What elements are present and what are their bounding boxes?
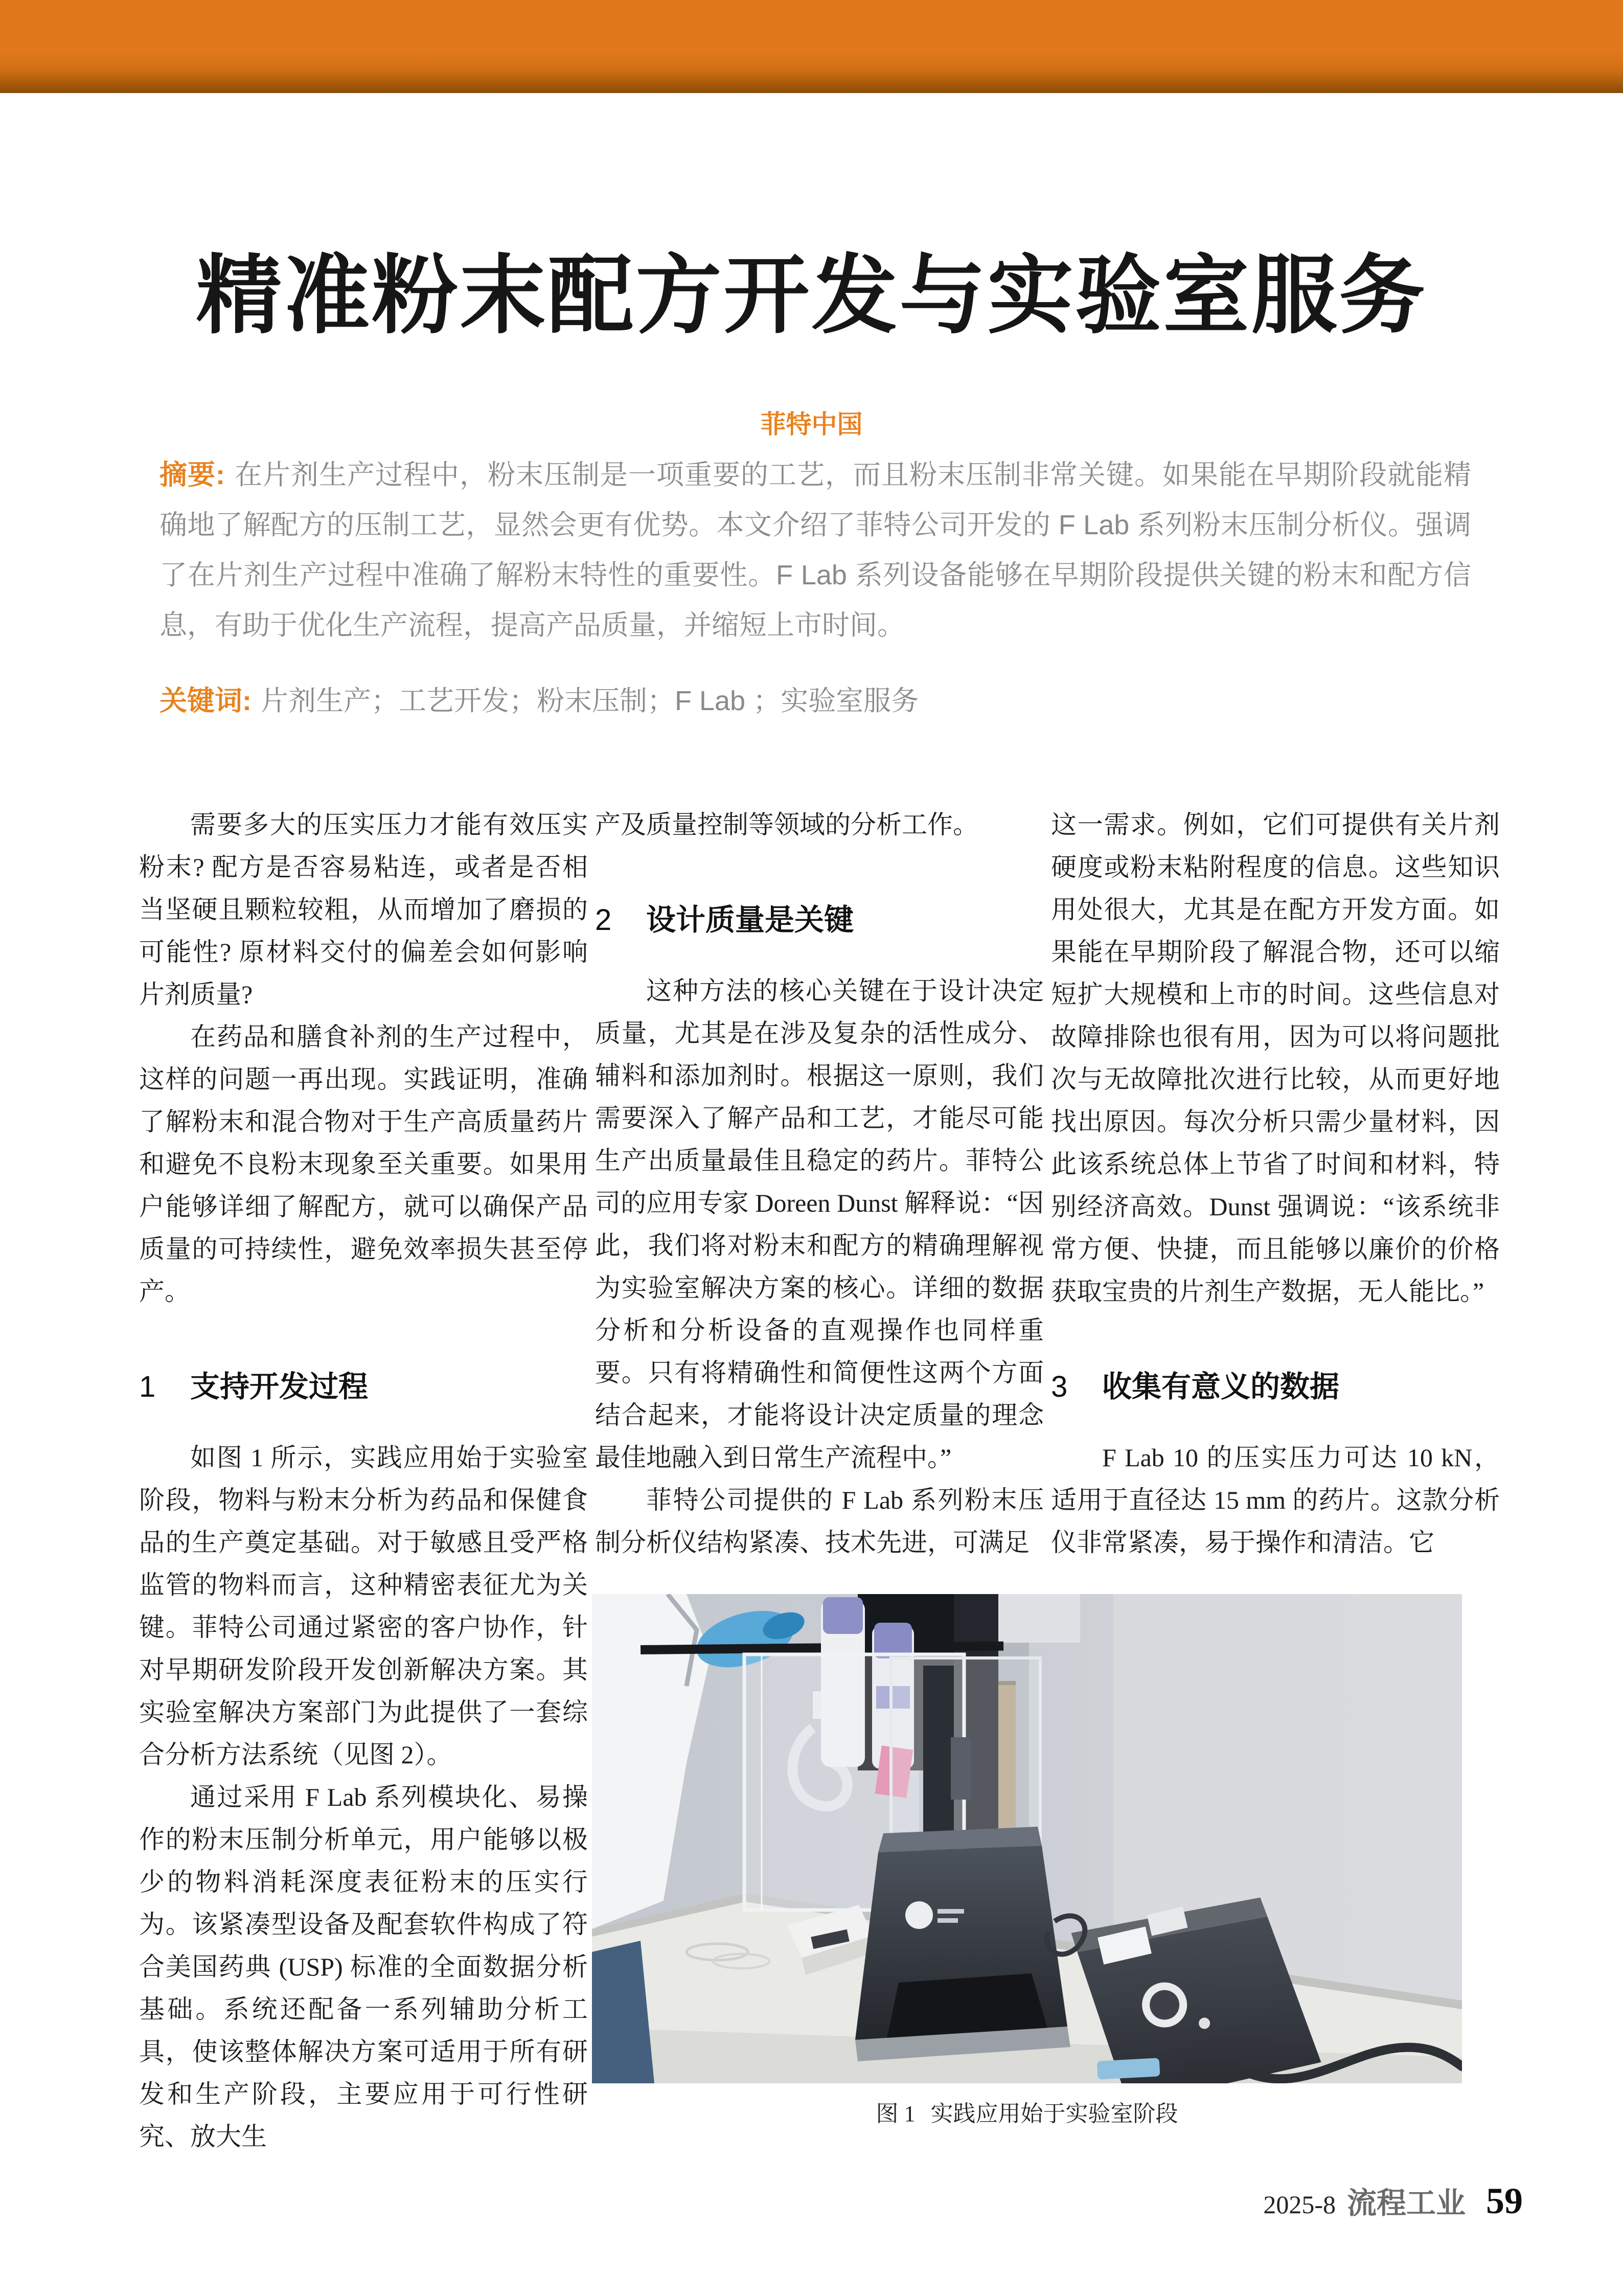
section-number: 1 <box>139 1370 156 1403</box>
section-title: 收集有意义的数据 <box>1102 1370 1340 1403</box>
abstract-label: 摘要: <box>159 460 225 490</box>
figure1-number: 图 1 <box>876 2101 916 2126</box>
article-author: 菲特中国 <box>760 410 863 439</box>
body-column-2 <box>595 804 1044 1564</box>
abstract-block <box>159 450 1471 650</box>
section-heading-3 <box>1051 1367 1500 1407</box>
body-column-3 <box>1051 804 1500 1564</box>
keywords-text: 片剂生产；工艺开发；粉末压制；F Lab ；实验室服务 <box>260 686 919 716</box>
paragraph: 这一需求。例如，它们可提供有关片剂硬度或粉末粘附程度的信息。这些知识用处很大，尤其是在配方开发方面。如果能在早期阶段了解混合物，还可以缩短扩大规模和上市的时间。这些信息对故障排除也很有用，因为可以将问题批次与无故障批次进行比较，从而更好地找出原因。每次分析只需少量材料，因此该系统总体上节省了时间和材料，特别经济高效。Dunst 强调说：“该系统非常方便、快捷，而且能够以廉价的价格获取宝贵的片剂生产数据，无人能比。” <box>1051 810 1500 1306</box>
section-title: 支持开发过程 <box>190 1370 369 1403</box>
paragraph: 这种方法的核心关键在于设计决定质量，尤其是在涉及复杂的活性成分、辅料和添加剂时。根据这一原则，我们需要深入了解产品和工艺，才能尽可能生产出质量最佳且稳定的药片。菲特公司的应用专家 Doreen Dunst 解释说：“因此，我们将对粉末和配方的精确理解视为实验室解决方案的核心。详细的数据分析和分析设备的直观操作也同样重要。只有将精确性和简便性这两个方面结合起来，才能将设计决定质量的理念最佳地融入到日常生产流程中。” <box>595 976 1044 1472</box>
paragraph: 通过采用 F Lab 系列模块化、易操作的粉末压制分析单元，用户能够以极少的物料消耗深度表征粉末的压实行为。该紧凑型设备及配套软件构成了符合美国药典 (USP) 标准的全面数据分析基础。系统还配备一系列辅助分析工具，使该整体解决方案可适用于所有研发和生产阶段，主要应用于可行性研究、放大生 <box>139 1783 588 2151</box>
paragraph: 需要多大的压实压力才能有效压实粉末? 配方是否容易粘连，或者是否相当坚硬且颗粒较粗，从而增加了磨损的可能性? 原材料交付的偏差会如何影响片剂质量? <box>139 810 588 1009</box>
footer-issue: 2025-8 <box>1263 2190 1336 2219</box>
header-color-band <box>0 0 1623 93</box>
footer-page-number: 59 <box>1486 2180 1523 2221</box>
section-title: 设计质量是关键 <box>646 903 854 937</box>
page-footer <box>1263 2179 1523 2222</box>
section-heading-1 <box>139 1367 588 1407</box>
body-column-1 <box>139 804 588 2158</box>
paragraph: 如图 1 所示，实践应用始于实验室阶段，物料与粉末分析为药品和保健食品的生产奠定基础。对于敏感且受严格监管的物料而言，这种精密表征尤为关键。菲特公司通过紧密的客户协作，针对早期研发阶段开发创新解决方案。其实验室解决方案部门为此提供了一套综合分析方法系统（见图 2）。 <box>139 1443 588 1769</box>
section-number: 2 <box>595 903 612 937</box>
section-number: 3 <box>1051 1370 1068 1403</box>
paragraph: F Lab 10 的压实压力可达 10 kN，适用于直径达 15 mm 的药片。这款分析仪非常紧凑，易于操作和清洁。它 <box>1051 1443 1500 1557</box>
article-title: 精准粉末配方开发与实验室服务 <box>196 247 1427 344</box>
keywords-label: 关键词: <box>159 686 252 716</box>
paragraph: 菲特公司提供的 F Lab 系列粉末压制分析仪结构紧凑、技术先进，可满足 <box>595 1486 1044 1557</box>
keywords-block <box>159 676 1471 726</box>
figure1-photo <box>592 1594 1462 2083</box>
paragraph: 产及质量控制等领域的分析工作。 <box>595 810 978 839</box>
figure1-caption-text: 实践应用始于实验室阶段 <box>930 2101 1178 2126</box>
paragraph: 在药品和膳食补剂的生产过程中，这样的问题一再出现。实践证明，准确了解粉末和混合物对于生产高质量药片和避免不良粉末现象至关重要。如果用户能够详细了解配方，就可以确保产品质量的可持续性，避免效率损失甚至停产。 <box>139 1022 588 1306</box>
abstract-text: 在片剂生产过程中，粉末压制是一项重要的工艺，而且粉末压制非常关键。如果能在早期阶段就能精确地了解配方的压制工艺，显然会更有优势。本文介绍了菲特公司开发的 F Lab 系列粉末压制分析仪。强调了在片剂生产过程中准确了解粉末特性的重要性。F Lab 系列设备能够在早期阶段提供关键的粉末和配方信息，有助于优化生产流程，提高产品质量，并缩短上市时间。 <box>159 460 1471 641</box>
section-heading-2 <box>595 900 1044 940</box>
figure1-caption <box>592 2095 1462 2128</box>
footer-magazine-name: 流程工业 <box>1346 2187 1466 2220</box>
